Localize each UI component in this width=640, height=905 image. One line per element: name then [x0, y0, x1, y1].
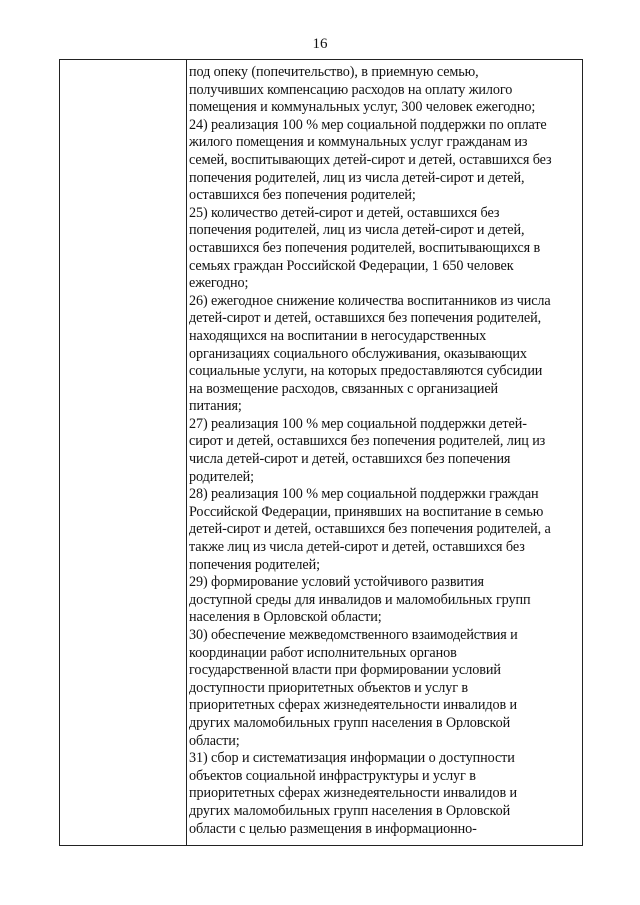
text-line: получивших компенсацию расходов на оплату жилого [189, 81, 513, 98]
page-number: 16 [312, 36, 328, 52]
text-line: детей-сирот и детей, оставшихся без попечения родителей, [189, 310, 542, 327]
text-line: государственной власти при формировании условий [189, 662, 501, 679]
text-line: 26) ежегодное снижение количества воспитанников из числа [189, 292, 551, 309]
column-divider [186, 60, 187, 845]
text-line: находящихся на воспитании в негосударственных [189, 327, 487, 344]
text-line: попечения родителей; [189, 556, 320, 573]
text-line: жилого помещения и коммунальных услуг гражданам из [189, 134, 528, 151]
text-line: 24) реализация 100 % мер социальной поддержки по оплате [189, 116, 547, 133]
text-line: 30) обеспечение межведомственного взаимодействия и [189, 627, 518, 643]
text-line: на возмещение расходов, связанных с организацией [189, 380, 499, 397]
text-line: 25) количество детей-сирот и детей, оставшихся без [189, 204, 500, 221]
text-line: доступности приоритетных объектов и услуг в [189, 679, 468, 696]
text-line: питания; [189, 398, 242, 415]
text-line: 31) сбор и систематизация информации о доступности [189, 750, 515, 767]
text-line: координации работ исполнительных органов [189, 644, 457, 661]
text-line: числа детей-сирот и детей, оставшихся без попечения [189, 451, 511, 468]
text-line: объектов социальной инфраструктуры и услуг в [189, 767, 476, 784]
text-line: семьях граждан Российской Федерации, 1 650 человек [189, 257, 514, 274]
text-line: доступной среды для инвалидов и маломобильных групп [189, 591, 531, 608]
document-table [59, 59, 583, 846]
text-line: также лиц из числа детей-сирот и детей, оставшихся без [189, 539, 525, 556]
text-line: детей-сирот и детей, оставшихся без попечения родителей, а [189, 521, 551, 538]
text-line: социальные услуги, на которых предоставляются субсидии [189, 363, 543, 380]
text-line: родителей; [189, 468, 254, 485]
text-line: ежегодно; [189, 275, 249, 292]
text-line: семей, воспитывающих детей-сирот и детей, оставшихся без [189, 151, 552, 168]
table-text-cell [189, 64, 578, 838]
text-line: 28) реализация 100 % мер социальной поддержки граждан [189, 486, 539, 503]
text-line: организациях социального обслуживания, оказывающих [189, 345, 527, 362]
text-line: оставшихся без попечения родителей, воспитывающихся в [189, 239, 541, 256]
text-line: 29) формирование условий устойчивого развития [189, 574, 484, 591]
text-line: 27) реализация 100 % мер социальной поддержки детей- [189, 415, 527, 432]
text-line: Российской Федерации, принявших на воспитание в семью [189, 503, 544, 520]
text-line: области с целью размещения в информационно- [189, 820, 477, 837]
text-line: попечения родителей, лиц из числа детей-сирот и детей, [189, 222, 525, 239]
text-line: приоритетных сферах жизнедеятельности инвалидов и [189, 785, 518, 802]
text-line: оставшихся без попечения родителей; [189, 187, 416, 204]
text-line: населения в Орловской области; [189, 609, 382, 626]
text-line: приоритетных сферах жизнедеятельности инвалидов и [189, 697, 518, 714]
text-line: помещения и коммунальных услуг, 300 человек ежегодно; [189, 99, 536, 116]
text-line: других маломобильных групп населения в Орловской [189, 802, 511, 819]
text-line: сирот и детей, оставшихся без попечения родителей, лиц из [189, 433, 546, 450]
text-line: под опеку (попечительство), в приемную семью, [189, 64, 479, 80]
text-line: других маломобильных групп населения в Орловской [189, 714, 511, 731]
text-line: попечения родителей, лиц из числа детей-сирот и детей, [189, 169, 525, 186]
text-line: области; [189, 732, 240, 749]
